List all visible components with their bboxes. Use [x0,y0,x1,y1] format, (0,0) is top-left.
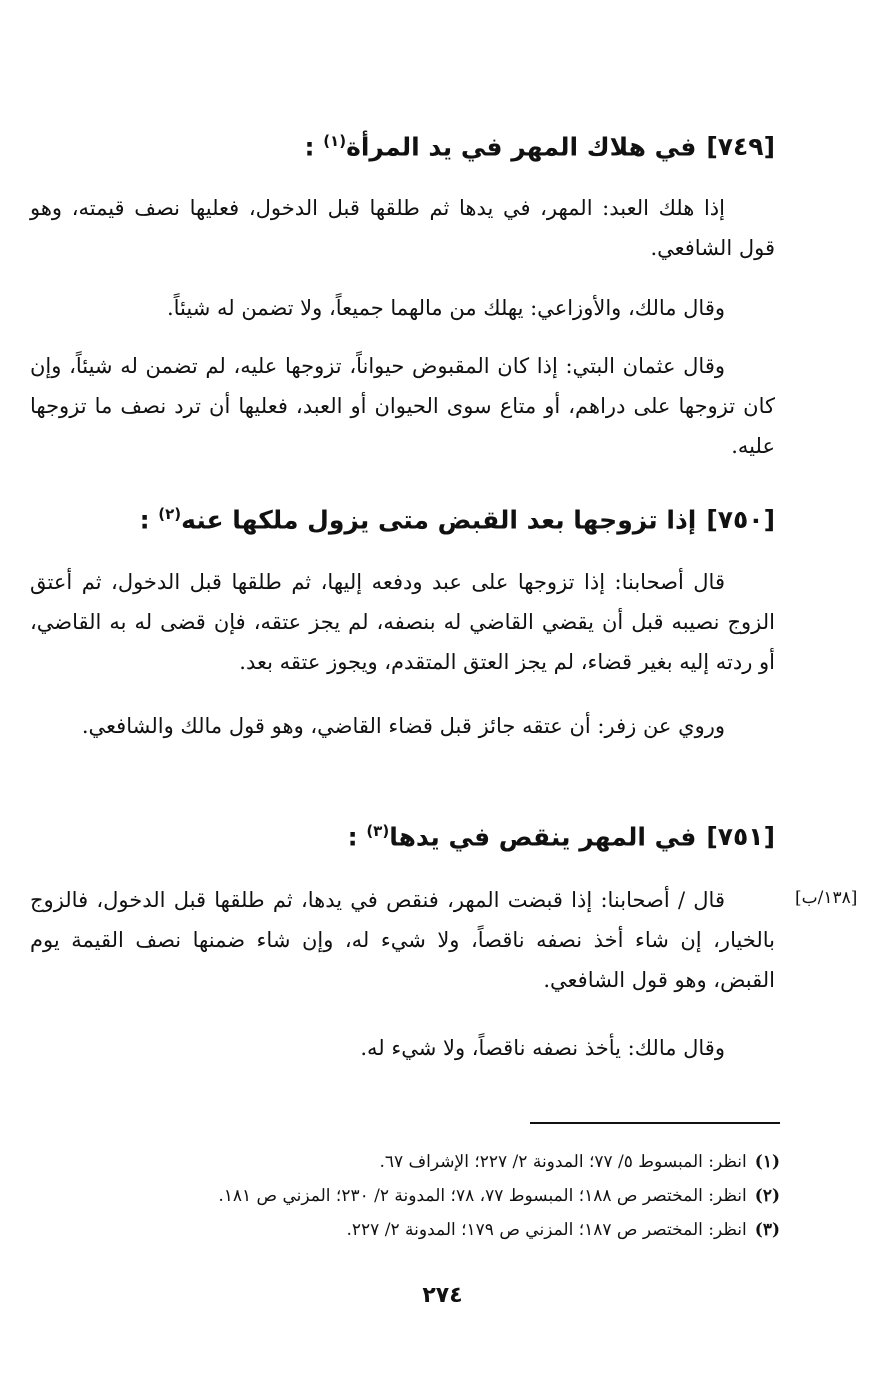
paragraph: إذا هلك العبد: المهر، في يدها ثم طلقها قبل الدخول، فعليها نصف قيمته، وهو قول الشافعي. [30,196,775,260]
footnote [218,1186,780,1206]
section-number: [٧٥١] [706,822,775,852]
heading-colon: : [347,822,358,852]
footnote-text: انظر: المختصر ص ١٨٨؛ المبسوط ٧٧، ٧٨؛ المدونة ٢/ ٢٣٠؛ المزني ص ١٨١. [218,1186,747,1206]
folio-margin-note: [١٣٨/ب] [795,888,858,908]
footnote-ref: (٣) [366,822,390,840]
paragraph: وقال مالك، والأوزاعي: يهلك من مالهما جميعاً، ولا تضمن له شيئاً. [166,296,725,320]
page-number: ٢٧٤ [422,1283,463,1308]
paragraph: قال / أصحابنا: إذا قبضت المهر، فنقص في يدها، ثم طلقها قبل الدخول، فالزوج بالخيار، إن شاء أخذ نصفه ناقصاً، ولا شيء له، وإن شاء ضمنها نصف القيمة يوم القبض، وهو قول الشافعي. [30,888,775,992]
heading-colon: : [139,505,150,535]
paragraph: وقال مالك: يأخذ نصفه ناقصاً، ولا شيء له. [360,1036,725,1060]
footnote-mark: (٢) [754,1186,780,1206]
footnote-text: انظر: المختصر ص ١٨٧؛ المزني ص ١٧٩؛ المدونة ٢/ ٢٢٧. [346,1220,747,1240]
paragraph: وقال عثمان البتي: إذا كان المقبوض حيواناً، تزوجها عليه، لم تضمن له شيئاً، وإن كان تزوجها على دراهم، أو متاع سوى الحيوان أو العبد، فعليها أن ترد نصف ما تزوجها عليه. [30,354,775,458]
footnote-separator [530,1122,780,1124]
footnote-mark: (٣) [754,1220,780,1240]
section-heading-750 [140,505,775,534]
paragraph: قال أصحابنا: إذا تزوجها على عبد ودفعه إليها، ثم طلقها قبل الدخول، ثم أعتق الزوج نصيبه قبل أن يقضي القاضي له بنصفه، لم يجز عتقه، فإن قضى له به القاضي، أو ردته إليه بغير قضاء، لم يجز العتق المتقدم، ويجوز عتقه بعد. [30,570,775,674]
section-number: [٧٤٩] [706,132,775,162]
heading-colon: : [304,132,315,162]
section-title: في هلاك المهر في يد المرأة [346,132,697,162]
footnote [347,1220,780,1240]
section-heading-751 [348,822,775,851]
footnote-mark: (١) [754,1152,780,1172]
section-heading-749 [304,132,775,161]
footnote-text: انظر: المبسوط ٥/ ٧٧؛ المدونة ٢/ ٢٢٧؛ الإشراف ٦٧. [379,1152,747,1172]
footnote [379,1152,780,1172]
paragraph: وروي عن زفر: أن عتقه جائز قبل قضاء القاضي، وهو قول مالك والشافعي. [81,714,725,738]
footnote-ref: (٢) [158,505,182,523]
footnote-ref: (١) [323,132,347,150]
section-number: [٧٥٠] [706,505,775,535]
section-title: إذا تزوجها بعد القبض متى يزول ملكها عنه [181,505,697,535]
section-title: في المهر ينقص في يدها [389,822,697,852]
